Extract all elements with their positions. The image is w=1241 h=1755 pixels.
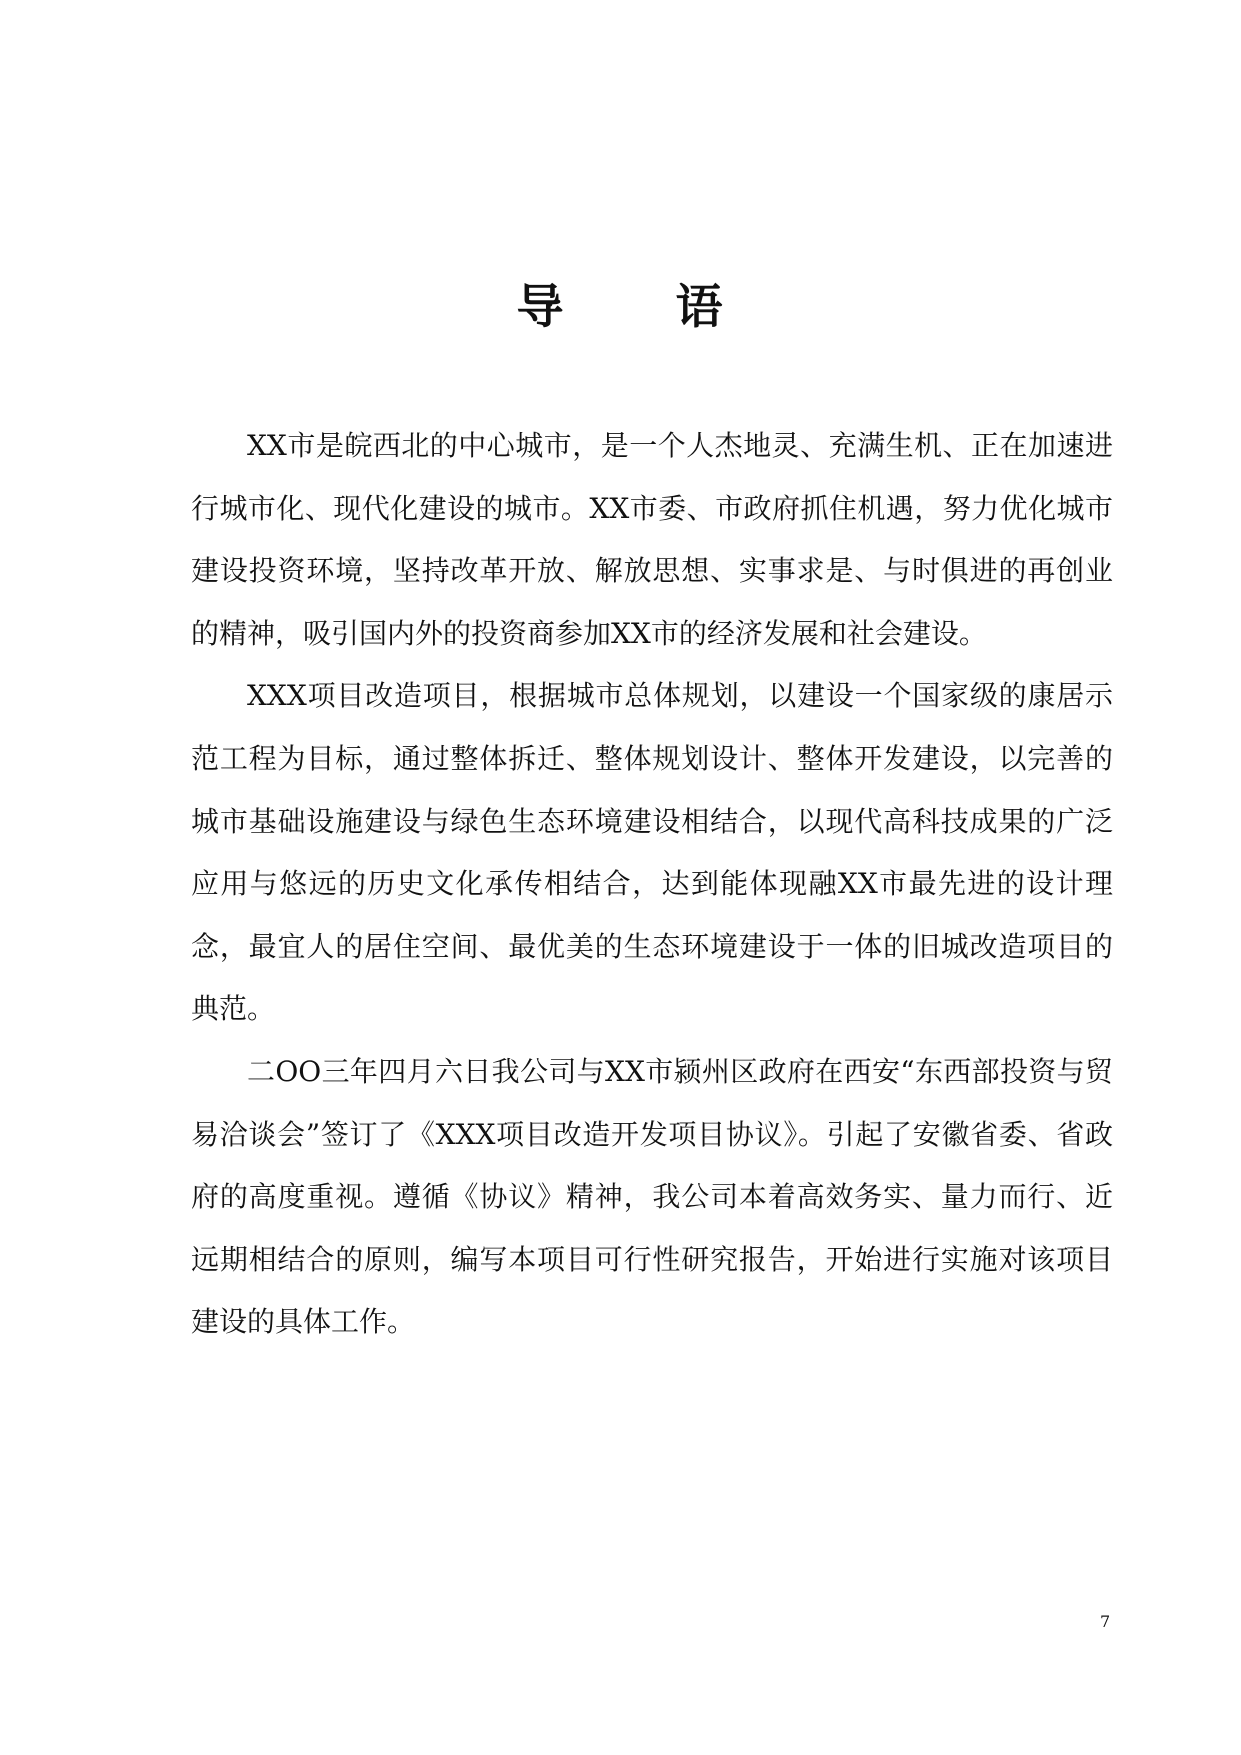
page-title <box>0 278 1241 338</box>
title-char-1: 导 <box>516 280 566 335</box>
page-number: 7 <box>1100 1612 1111 1631</box>
body-text <box>191 415 1113 1354</box>
title-char-2: 语 <box>675 280 725 335</box>
paragraph-2: XXX项目改造项目，根据城市总体规划，以建设一个国家级的康居示范工程为目标，通过整体拆迁、整体规划设计、整体开发建设，以完善的城市基础设施建设与绿色生态环境建设相结合，以现代高科技成果的广泛应用与悠远的历史文化承传相结合，达到能体现融XX市最先进的设计理念，最宜人的居住空间、最优美的生态环境建设于一体的旧城改造项目的典范。 <box>191 679 1113 1026</box>
paragraph-1: XX市是皖西北的中心城市，是一个人杰地灵、充满生机、正在加速进行城市化、现代化建设的城市。XX市委、市政府抓住机遇，努力优化城市建设投资环境，坚持改革开放、解放思想、实事求是、与时俱进的再创业的精神，吸引国内外的投资商参加XX市的经济发展和社会建设。 <box>191 429 1113 650</box>
paragraph-3: 二OO三年四月六日我公司与XX市颍州区政府在西安“东西部投资与贸易洽谈会”签订了《XXX项目改造开发项目协议》。引起了安徽省委、省政府的高度重视。遵循《协议》精神，我公司本着高效务实、量力而行、近远期相结合的原则，编写本项目可行性研究报告，开始进行实施对该项目建设的具体工作。 <box>191 1054 1113 1339</box>
